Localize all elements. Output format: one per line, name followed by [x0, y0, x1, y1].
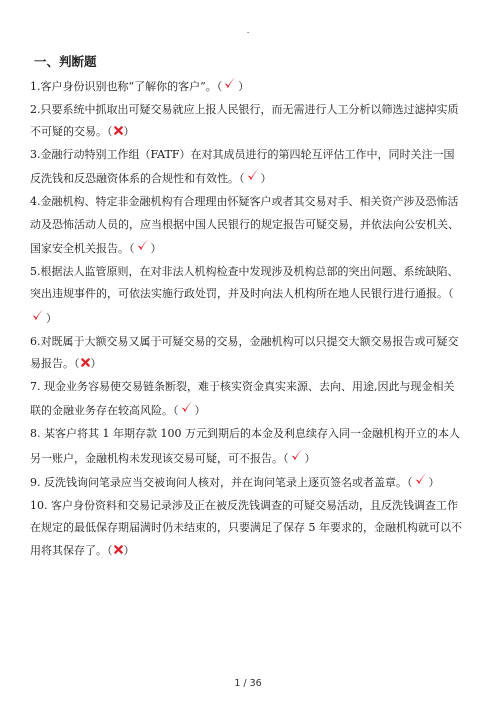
answer-open-paren: （ — [239, 172, 245, 186]
question-text: 1.客户身份识别也称“了解你的客户”。 — [30, 80, 217, 93]
answer-close-paren: ） — [123, 125, 135, 139]
answer-close-paren: ） — [90, 357, 102, 371]
question-item — [30, 376, 462, 423]
answer-close-paren: ） — [428, 476, 440, 490]
answer-close-paren: ） — [46, 311, 57, 325]
answer-open-paren: （ — [216, 80, 223, 93]
answer-open-paren: （ — [448, 287, 454, 301]
question-text: 5.根据法人监管原则，在对非法人机构检查中发现涉及机构总部的突出问题、系统缺陷、突出违规事件的，可依法实施行政处罚，并及时向法人机构所在地人民银行进行通报。 — [30, 264, 459, 301]
section-title: 一、判断题 — [34, 54, 97, 69]
check-icon — [222, 75, 238, 91]
question-item — [30, 191, 462, 261]
question-text: 8. 某客户将其 1 年期存款 100 万元到期后的本金及利息续存入同一金融机构开立的本人另一账户，金融机构未发现该交易可疑，可不报告。 — [30, 426, 460, 465]
check-icon — [413, 471, 429, 487]
answer-close-paren: ） — [304, 451, 316, 465]
question-list — [30, 74, 462, 562]
check-icon — [179, 399, 195, 415]
answer-open-paren: （ — [173, 404, 179, 418]
answer-close-paren: ） — [238, 80, 250, 93]
question-item — [30, 144, 462, 191]
cross-icon — [113, 125, 124, 136]
check-icon — [30, 307, 46, 323]
answer-close-paren: ） — [123, 543, 135, 557]
answer-open-paren: （ — [129, 242, 135, 256]
answer-open-paren: （ — [74, 357, 80, 371]
question-text: 4.金融机构、特定非金融机构有合理理由怀疑客户或者其交易对手、相关资产涉及恐怖活动及恐怖活动人员的，应当根据中国人民银行的规定报告可疑交易，并依法向公安机关、国家安全机关报告。 — [30, 194, 459, 256]
question-item — [30, 423, 462, 470]
cross-icon — [80, 357, 91, 368]
question-text: 10. 客户身份资料和交易记录涉及正在被反洗钱调查的可疑交易活动，且反洗钱调查工作在规定的最低保存期届满时仍未结束的，只要满足了保存 5 年要求的，金融机构就可以不用将其保存了。 — [30, 498, 462, 557]
question-text: 3.金融行动特别工作组（FATF）在对其成员进行的第四轮互评估工作中，同时关注一国反洗钱和反恐融资体系的合规性和有效性。 — [30, 147, 455, 186]
cross-icon — [113, 544, 124, 555]
question-text: 9. 反洗钱询问笔录应当交被询问人核对，并在询问笔录上逐页签名或者盖章。 — [30, 476, 407, 490]
question-text: 6.对既属于大额交易又属于可疑交易的交易，金融机构可以只提交大额交易报告或可疑交易报告。 — [30, 334, 459, 371]
answer-close-paren: ） — [194, 404, 206, 418]
question-item — [30, 261, 462, 331]
answer-open-paren: （ — [107, 543, 113, 557]
page-number: 1 / 36 — [234, 678, 262, 689]
question-text: 7. 现金业务容易使交易链条断裂，难于核实资金真实来源、去向、用途,因此与现金相关联的金融业务存在较高风险。 — [30, 379, 455, 418]
question-item — [30, 495, 462, 563]
question-item — [30, 331, 462, 376]
check-icon — [245, 167, 261, 183]
answer-open-paren: （ — [407, 476, 413, 490]
question-item — [30, 470, 462, 495]
check-icon — [289, 447, 305, 463]
question-item — [30, 99, 462, 144]
question-item — [30, 74, 462, 99]
answer-close-paren: ） — [260, 172, 272, 186]
question-text: 2.只要系统中抓取出可疑交易就应上报人民银行，而无需进行人工分析以筛选过滤掉实质不可疑的交易。 — [30, 102, 459, 139]
header-mark: . — [246, 26, 250, 36]
answer-open-paren: （ — [107, 125, 113, 139]
check-icon — [135, 237, 151, 253]
answer-close-paren: ） — [150, 242, 162, 256]
answer-open-paren: （ — [283, 451, 289, 465]
